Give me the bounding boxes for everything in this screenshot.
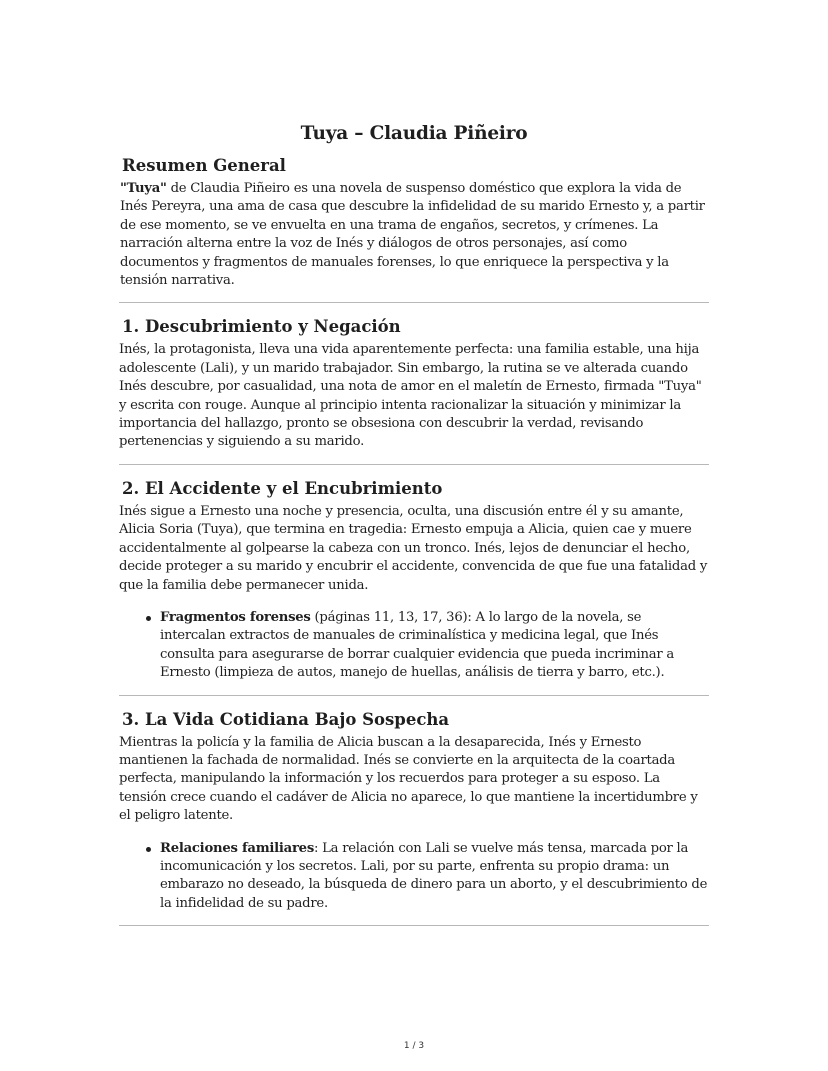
list-item — [119, 609, 709, 683]
page-number: 1 / 3 — [403, 1041, 425, 1051]
bullet-dot-icon — [146, 616, 151, 621]
bullet-dot-icon — [146, 847, 151, 852]
bullet-list-3 — [119, 840, 709, 914]
bullet-text: (páginas 11, 13, 17, 36): A lo largo de la novela, se intercalan extractos de manuales de criminalística y medicina legal, que Inés consulta para asegurarse de borrar cualquier evidencia que pueda incriminar a Ernesto (limpieza de autos, manejo de huellas, análisis de tierra y barro, etc.). — [160, 609, 674, 681]
section-paragraph-2: Inés sigue a Ernesto una noche y presencia, oculta, una discusión entre él y su amante, Alicia Soria (Tuya), que termina en tragedia: Ernesto empuja a Alicia, quien cae y muere accidentalmente al golpearse la cabeza con un tronco. Inés, lejos de denunciar el hecho, decide proteger a su marido y encubrir el accidente, convencida de que fue una fatalidad y que la familia debe permanecer unida. — [119, 503, 708, 593]
section-heading-2: 2. El Accidente y el Encubrimiento — [122, 478, 443, 498]
divider — [119, 925, 709, 926]
list-item — [119, 840, 709, 914]
document-title: Tuya – Claudia Piñeiro — [300, 123, 528, 144]
bullet-list-2 — [119, 609, 709, 683]
section-paragraph-3: Mientras la policía y la familia de Alicia buscan a la desaparecida, Inés y Ernesto mantienen la fachada de normalidad. Inés se convierte en la arquitecta de la coartada perfecta, manipulando la información y los recuerdos para proteger a su esposo. La tensión crece cuando el cadáver de Alicia no aparece, lo que mantiene la incertidumbre y el peligro latente. — [119, 734, 698, 824]
divider — [119, 695, 709, 696]
intro-bold-lead: "Tuya" — [120, 181, 167, 196]
intro-heading: Resumen General — [122, 156, 286, 175]
bullet-text: : La relación con Lali se vuelve más tensa, marcada por la incomunicación y los secretos. Lali, por su parte, enfrenta su propio drama: un embarazo no deseado, la búsqueda de dinero para un aborto, y el descubrimiento de la infidelidad de su padre. — [160, 840, 708, 911]
intro-paragraph — [120, 180, 709, 290]
divider — [119, 464, 709, 465]
divider — [119, 302, 709, 303]
document-page — [119, 120, 709, 938]
bullet-bold: Fragmentos forenses — [160, 609, 311, 625]
section-heading-3: 3. La Vida Cotidiana Bajo Sospecha — [122, 709, 450, 729]
section-heading-1: 1. Descubrimiento y Negación — [122, 317, 401, 337]
intro-text: de Claudia Piñeiro es una novela de suspenso doméstico que explora la vida de Inés Pereyra, una ama de casa que descubre la infidelidad de su marido Ernesto y, a partir de ese momento, se ve envuelta en una trama de engaños, secretos, y crímenes. La narración alterna entre la voz de Inés y diálogos de otros personajes, así como documentos y fragmentos de manuales forenses, lo que enriquece la perspectiva y la tensión narrativa. — [120, 181, 705, 289]
bullet-bold: Relaciones familiares — [160, 840, 314, 856]
section-paragraph-1: Inés, la protagonista, lleva una vida aparentemente perfecta: una familia estable, una hija adolescente (Lali), y un marido trabajador. Sin embargo, la rutina se ve alterada cuando Inés descubre, por casualidad, una nota de amor en el maletín de Ernesto, firmada "Tuya" y escrita con rouge. Aunque al principio intenta racionalizar la situación y minimizar la importancia del hallazgo, pronto se obsesiona con descubrir la verdad, revisando pertenencias y siguiendo a su marido. — [119, 342, 702, 450]
